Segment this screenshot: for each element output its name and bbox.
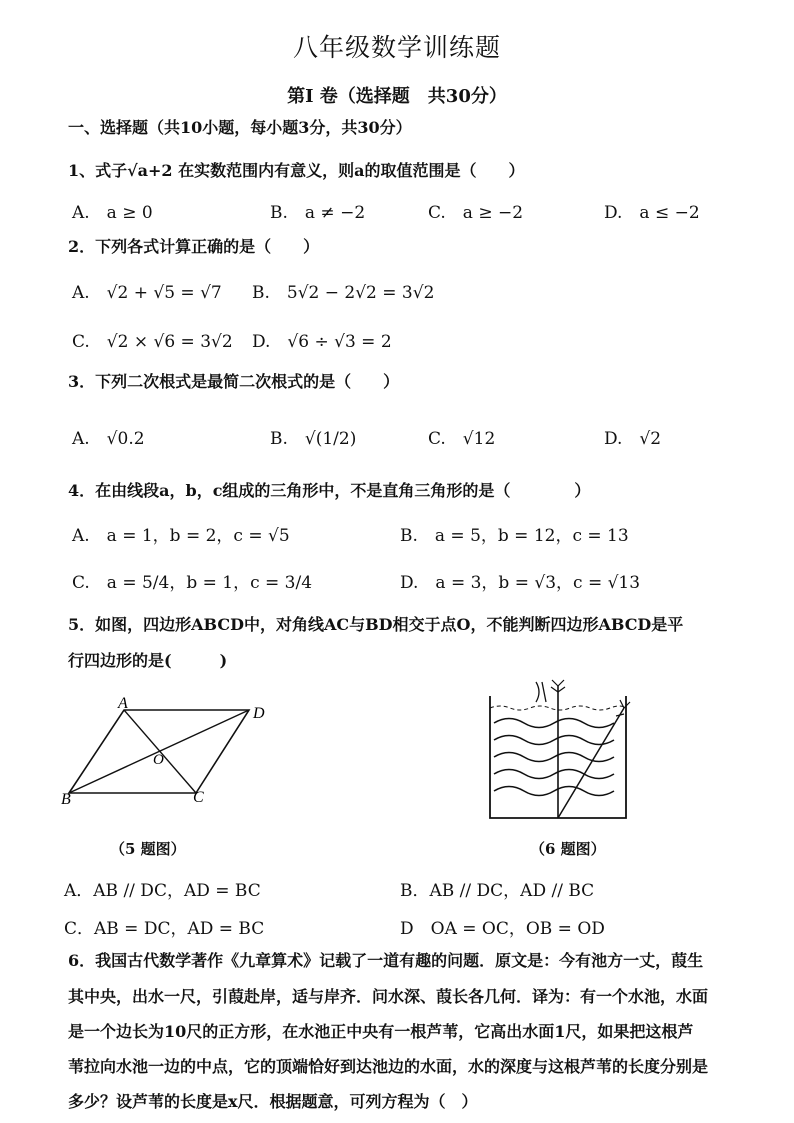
question-6-line4: 苇拉向水池一边的中点，它的顶端恰好到达池边的水面，水的深度与这根芦苇的长度分别是 xyxy=(68,1057,709,1076)
vertex-label-a: A xyxy=(118,696,128,712)
part-heading: 第Ⅰ 卷（选择题 共30分） xyxy=(287,86,507,107)
q3-option-c: C. √12 xyxy=(428,429,496,449)
center-label-o: O xyxy=(153,752,164,768)
q3-option-b: B. √(1/2) xyxy=(270,429,357,449)
q3-option-d: D. √2 xyxy=(604,429,662,449)
question-6-line1: 6．我国古代数学著作《九章算术》记载了一道有趣的问题．原文是：今有池方一丈，葭生 xyxy=(68,951,704,970)
figure-6-caption: （6 题图） xyxy=(530,840,606,858)
q2-option-d: D. √6 ÷ √3 = 2 xyxy=(252,332,392,352)
question-2-stem: 2．下列各式计算正确的是（ ） xyxy=(68,237,320,256)
reed-tip-icon xyxy=(616,700,630,716)
question-6-line5: 多少？设芦苇的长度是x尺．根据题意，可列方程为（ ） xyxy=(68,1092,478,1111)
q1-option-b: B. a ≠ −2 xyxy=(270,203,366,223)
reed-tuft-icon xyxy=(536,682,546,702)
question-6-line2: 其中央，出水一尺，引葭赴岸，适与岸齐．问水深、葭长各几何．译为：有一个水池，水面 xyxy=(68,987,709,1006)
q1-option-c: C. a ≥ −2 xyxy=(428,203,524,223)
vertex-label-c: C xyxy=(193,789,204,806)
vertex-label-d: D xyxy=(253,705,265,722)
figure-5-caption: （5 题图） xyxy=(110,840,186,858)
reed-pulled xyxy=(558,708,624,818)
question-5-stem-line2: 行四边形的是( ) xyxy=(68,651,228,670)
q4-option-d: D. a = 3，b = √3，c = √13 xyxy=(400,573,641,593)
q4-option-b: B. a = 5，b = 12，c = 13 xyxy=(400,526,629,546)
q1-option-a: A. a ≥ 0 xyxy=(72,203,153,223)
q2-option-a: A. √2 + √5 = √7 xyxy=(72,283,222,303)
question-1-stem: 1、式子√a+2 在实数范围内有意义，则a的取值范围是（ ） xyxy=(68,161,525,180)
question-4-stem: 4．在由线段a，b，c组成的三角形中，不是直角三角形的是（ ） xyxy=(68,481,591,500)
question-3-stem: 3．下列二次根式是最简二次根式的是（ ） xyxy=(68,372,400,391)
figure-6-pond-reed xyxy=(484,678,640,824)
q4-option-c: C. a = 5/4，b = 1，c = 3/4 xyxy=(72,573,313,593)
question-5-stem-line1: 5．如图，四边形ABCD中，对角线AC与BD相交于点O，不能判断四边形ABCD是平 xyxy=(68,615,684,634)
q4-option-a: A. a = 1，b = 2，c = √5 xyxy=(72,526,290,546)
q1-option-d: D. a ≤ −2 xyxy=(604,203,700,223)
page-title: 八年级数学训练题 xyxy=(292,33,501,62)
q5-option-b: B．AB // DC，AD // BC xyxy=(400,881,595,901)
figure-5-quadrilateral xyxy=(56,696,286,811)
q5-option-c: C．AB = DC，AD = BC xyxy=(64,919,265,939)
q5-option-d: D OA = OC，OB = OD xyxy=(400,919,605,939)
water-waves xyxy=(494,719,614,796)
section-heading: 一、选择题（共10小题，每小题3分，共30分） xyxy=(68,118,412,137)
q2-option-c: C. √2 × √6 = 3√2 xyxy=(72,332,233,352)
q3-option-a: A. √0.2 xyxy=(72,429,145,449)
vertex-label-b: B xyxy=(61,791,71,808)
question-6-line3: 是一个边长为10尺的正方形，在水池正中央有一根芦苇，它高出水面1尺，如果把这根芦 xyxy=(68,1022,694,1041)
q5-option-a: A．AB // DC，AD = BC xyxy=(64,881,261,901)
q2-option-b: B. 5√2 − 2√2 = 3√2 xyxy=(252,283,435,303)
